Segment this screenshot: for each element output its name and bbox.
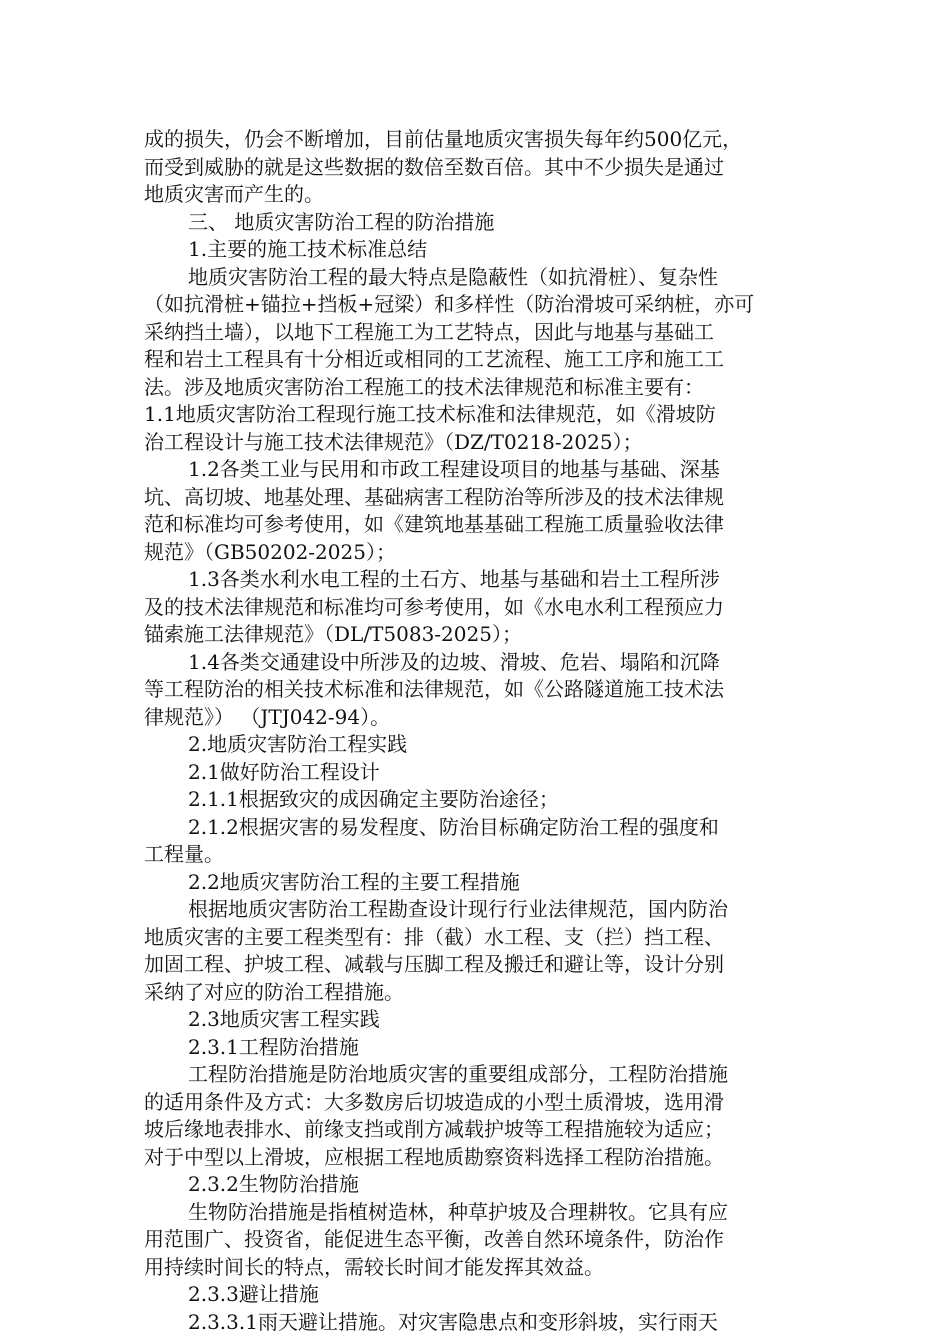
text-line: 范和标准均可参考使用，如《建筑地基基础工程施工质量验收法律 — [144, 512, 724, 536]
text-line: 2.3.3.1雨天避让措施。对灾害隐患点和变形斜坡，实行雨天 — [188, 1309, 718, 1334]
text-line: 1.2各类工业与民用和市政工程建设项目的地基与基础、深基 — [188, 457, 720, 481]
text-line: 生物防治措施是指植树造林，种草护坡及合理耕牧。它具有应 — [188, 1199, 728, 1224]
text-line: 2.3.2生物防治措施 — [188, 1172, 359, 1196]
text-line: 对于中型以上滑坡，应根据工程地质勘察资料选择工程防治措施。 — [144, 1144, 724, 1169]
text-line: 律规范》） （JTJ042-94）。 — [144, 704, 391, 729]
text-line: 等工程防治的相关技术标准和法律规范，如《公路隧道施工技术法 — [144, 677, 724, 701]
document-body — [144, 126, 794, 1336]
text-line: 2.1.2根据灾害的易发程度、防治目标确定防治工程的强度和 — [188, 814, 719, 839]
text-line: 坑、高切坡、地基处理、基础病害工程防治等所涉及的技术法律规 — [144, 484, 724, 509]
text-line: 用持续时间长的特点，需较长时间才能发挥其效益。 — [144, 1254, 604, 1279]
text-line: 1.主要的施工技术标准总结 — [188, 237, 428, 261]
text-line: 而受到威胁的就是这些数据的数倍至数百倍。其中不少损失是通过 — [144, 154, 724, 179]
text-line: 地质灾害而产生的。 — [144, 182, 324, 206]
text-line: 2.地质灾害防治工程实践 — [188, 732, 408, 756]
text-line: 采纳挡土墙），以地下工程施工为工艺特点，因此与地基与基础工 — [144, 319, 714, 344]
text-line: 工程防治措施是防治地质灾害的重要组成部分，工程防治措施 — [188, 1062, 728, 1086]
text-line: 地质灾害的主要工程类型有：排（截）水工程、支（拦）挡工程、 — [144, 924, 724, 949]
text-line: 及的技术法律规范和标准均可参考使用，如《水电水利工程预应力 — [144, 594, 724, 619]
text-line: 法。涉及地质灾害防治工程施工的技术法律规范和标准主要有： — [144, 374, 704, 399]
text-line: 坡后缘地表排水、前缘支挡或削方减载护坡等工程措施较为适应； — [144, 1117, 724, 1141]
text-line: 治工程设计与施工技术法律规范》（DZ/T0218-2025）； — [144, 429, 643, 454]
text-line: 2.3地质灾害工程实践 — [188, 1007, 380, 1031]
text-line: 地质灾害防治工程的最大特点是隐蔽性（如抗滑桩）、复杂性 — [188, 264, 718, 289]
text-line: 规范》（GB50202-2025）； — [144, 539, 396, 564]
text-line: 2.2地质灾害防治工程的主要工程措施 — [188, 869, 520, 894]
text-line: 2.3.3避让措施 — [188, 1282, 319, 1306]
text-line: 1.4各类交通建设中所涉及的边坡、滑坡、危岩、塌陷和沉降 — [188, 649, 720, 674]
text-line: 锚索施工法律规范》（DL/T5083-2025）； — [144, 622, 522, 646]
text-line: 1.3各类水利水电工程的土石方、地基与基础和岩土工程所涉 — [188, 567, 720, 591]
text-line: 2.3.1工程防治措施 — [188, 1034, 359, 1059]
text-line: 2.1.1根据致灾的成因确定主要防治途径； — [188, 787, 559, 811]
text-line: 采纳了对应的防治工程措施。 — [144, 979, 404, 1004]
text-line: 2.1做好防治工程设计 — [188, 759, 380, 784]
text-line: 工程量。 — [144, 842, 224, 866]
text-line: 用范围广、投资省，能促进生态平衡，改善自然环境条件，防治作 — [144, 1227, 724, 1251]
text-line: 加固工程、护坡工程、减载与压脚工程及搬迁和避让等，设计分别 — [144, 952, 724, 976]
text-line: 根据地质灾害防治工程勘查设计现行行业法律规范，国内防治 — [188, 897, 728, 921]
text-line: 1.1地质灾害防治工程现行施工技术标准和法律规范，如《滑坡防 — [144, 402, 716, 426]
text-line: 三、 地质灾害防治工程的防治措施 — [188, 209, 495, 234]
text-line: 程和岩土工程具有十分相近或相同的工艺流程、施工工序和施工工 — [144, 347, 724, 371]
text-line: 的适用条件及方式：大多数房后切坡造成的小型土质滑坡，选用滑 — [144, 1089, 724, 1114]
text-line: 成的损失，仍会不断增加，目前估量地质灾害损失每年约500亿元， — [144, 127, 743, 151]
text-line: （如抗滑桩+锚拉+挡板+冠梁）和多样性（防治滑坡可采纳桩，亦可 — [144, 292, 755, 316]
